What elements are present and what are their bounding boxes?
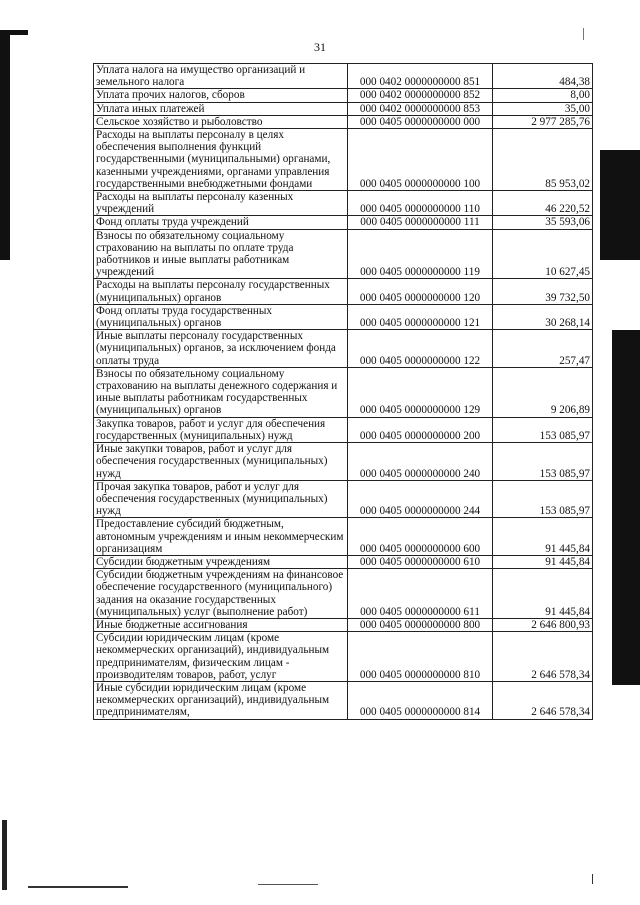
- scan-edge-left: [0, 30, 10, 260]
- row-amount: 2 646 578,34: [493, 681, 593, 719]
- row-name: Субсидии бюджетным учреждениям: [94, 555, 348, 568]
- row-code: 000 0405 0000000000 122: [348, 330, 493, 368]
- row-amount: 2 646 800,93: [493, 618, 593, 631]
- row-name: Фонд оплаты труда государственных (муниципальных) органов: [94, 304, 348, 329]
- budget-table: [93, 63, 593, 720]
- table-row: [94, 569, 593, 619]
- row-amount: 484,38: [493, 64, 593, 89]
- row-name: Фонд оплаты труда учреждений: [94, 216, 348, 229]
- row-code: 000 0402 0000000000 852: [348, 89, 493, 102]
- row-name: Сельское хозяйство и рыболовство: [94, 115, 348, 128]
- table-row: [94, 229, 593, 279]
- row-amount: 35 593,06: [493, 216, 593, 229]
- scan-line-bottom: [28, 886, 128, 888]
- row-amount: 91 445,84: [493, 555, 593, 568]
- row-amount: 46 220,52: [493, 191, 593, 216]
- table-row: [94, 216, 593, 229]
- table-row: [94, 632, 593, 682]
- row-code: 000 0405 0000000000 814: [348, 681, 493, 719]
- table-row: [94, 102, 593, 115]
- row-name: Иные бюджетные ассигнования: [94, 618, 348, 631]
- row-code: 000 0405 0000000000 810: [348, 632, 493, 682]
- row-code: 000 0405 0000000000 000: [348, 115, 493, 128]
- table-row: [94, 89, 593, 102]
- row-amount: 153 085,97: [493, 417, 593, 442]
- table-row: [94, 618, 593, 631]
- row-name: Иные субсидии юридическим лицам (кроме некоммерческих организаций), индивидуальным предпринимателям,: [94, 681, 348, 719]
- row-amount: 153 085,97: [493, 443, 593, 481]
- table-row: [94, 518, 593, 556]
- budget-table-body: [94, 64, 593, 720]
- table-row: [94, 681, 593, 719]
- row-name: Расходы на выплаты персоналу казенных учреждений: [94, 191, 348, 216]
- row-code: 000 0405 0000000000 244: [348, 480, 493, 518]
- table-row: [94, 129, 593, 191]
- row-amount: 153 085,97: [493, 480, 593, 518]
- row-code: 000 0405 0000000000 611: [348, 569, 493, 619]
- row-code: 000 0405 0000000000 800: [348, 618, 493, 631]
- row-code: 000 0405 0000000000 240: [348, 443, 493, 481]
- row-amount: 85 953,02: [493, 129, 593, 191]
- scan-edge-right-upper: [600, 150, 640, 260]
- row-name: Субсидии бюджетным учреждениям на финансовое обеспечение государственного (муниципального) задания на оказание государственных (муниципальных) услуг (выполнение работ): [94, 569, 348, 619]
- row-amount: 91 445,84: [493, 569, 593, 619]
- table-row: [94, 443, 593, 481]
- table-row: [94, 367, 593, 417]
- row-name: Взносы по обязательному социальному страхованию на выплаты денежного содержания и иные выплаты работникам государственных (муниципальных) органов: [94, 367, 348, 417]
- row-name: Закупка товаров, работ и услуг для обеспечения государственных (муниципальных) нужд: [94, 417, 348, 442]
- row-amount: 257,47: [493, 330, 593, 368]
- row-amount: 8,00: [493, 89, 593, 102]
- row-code: 000 0405 0000000000 111: [348, 216, 493, 229]
- page-number: 31: [314, 40, 326, 54]
- row-amount: 10 627,45: [493, 229, 593, 279]
- row-code: 000 0405 0000000000 129: [348, 367, 493, 417]
- row-code: 000 0405 0000000000 600: [348, 518, 493, 556]
- row-code: 000 0405 0000000000 121: [348, 304, 493, 329]
- row-amount: 30 268,14: [493, 304, 593, 329]
- row-name: Уплата налога на имущество организаций и земельного налога: [94, 64, 348, 89]
- row-name: Иные выплаты персоналу государственных (муниципальных) органов, за исключением фонда оплаты труда: [94, 330, 348, 368]
- scan-mark-top-right: [583, 28, 584, 40]
- row-amount: 39 732,50: [493, 279, 593, 304]
- row-code: 000 0405 0000000000 200: [348, 417, 493, 442]
- row-name: Уплата иных платежей: [94, 102, 348, 115]
- scan-line-bottom-center: [258, 884, 318, 885]
- row-name: Взносы по обязательному социальному страхованию на выплаты по оплате труда работников и иные выплаты работникам учреждений: [94, 229, 348, 279]
- row-code: 000 0405 0000000000 120: [348, 279, 493, 304]
- row-name: Расходы на выплаты персоналу в целях обеспечения выполнения функций государственными (муниципальными) органами, казенными учреждениями, органами управления государственными внебюджетными фондами: [94, 129, 348, 191]
- table-row: [94, 64, 593, 89]
- row-name: Иные закупки товаров, работ и услуг для обеспечения государственных (муниципальных) нужд: [94, 443, 348, 481]
- table-row: [94, 279, 593, 304]
- table-row: [94, 330, 593, 368]
- scan-edge-right-lower: [612, 330, 640, 685]
- row-amount: 9 206,89: [493, 367, 593, 417]
- table-row: [94, 115, 593, 128]
- row-amount: 35,00: [493, 102, 593, 115]
- scan-edge-top-left: [10, 30, 28, 35]
- row-amount: 2 977 285,76: [493, 115, 593, 128]
- row-code: 000 0402 0000000000 853: [348, 102, 493, 115]
- scan-edge-bottom-left: [2, 820, 7, 890]
- table-row: [94, 417, 593, 442]
- row-name: Прочая закупка товаров, работ и услуг для обеспечения государственных (муниципальных) нужд: [94, 480, 348, 518]
- row-name: Расходы на выплаты персоналу государственных (муниципальных) органов: [94, 279, 348, 304]
- row-code: 000 0402 0000000000 851: [348, 64, 493, 89]
- row-name: Субсидии юридическим лицам (кроме некоммерческих организаций), индивидуальным предпринимателям, физическим лицам - производителям товаров, работ, услуг: [94, 632, 348, 682]
- scan-tick-right: [592, 874, 593, 884]
- table-row: [94, 480, 593, 518]
- row-code: 000 0405 0000000000 610: [348, 555, 493, 568]
- row-code: 000 0405 0000000000 110: [348, 191, 493, 216]
- row-code: 000 0405 0000000000 100: [348, 129, 493, 191]
- row-code: 000 0405 0000000000 119: [348, 229, 493, 279]
- row-name: Уплата прочих налогов, сборов: [94, 89, 348, 102]
- row-name: Предоставление субсидий бюджетным, автономным учреждениям и иным некоммерческим организациям: [94, 518, 348, 556]
- table-row: [94, 191, 593, 216]
- row-amount: 91 445,84: [493, 518, 593, 556]
- table-row: [94, 555, 593, 568]
- row-amount: 2 646 578,34: [493, 632, 593, 682]
- table-row: [94, 304, 593, 329]
